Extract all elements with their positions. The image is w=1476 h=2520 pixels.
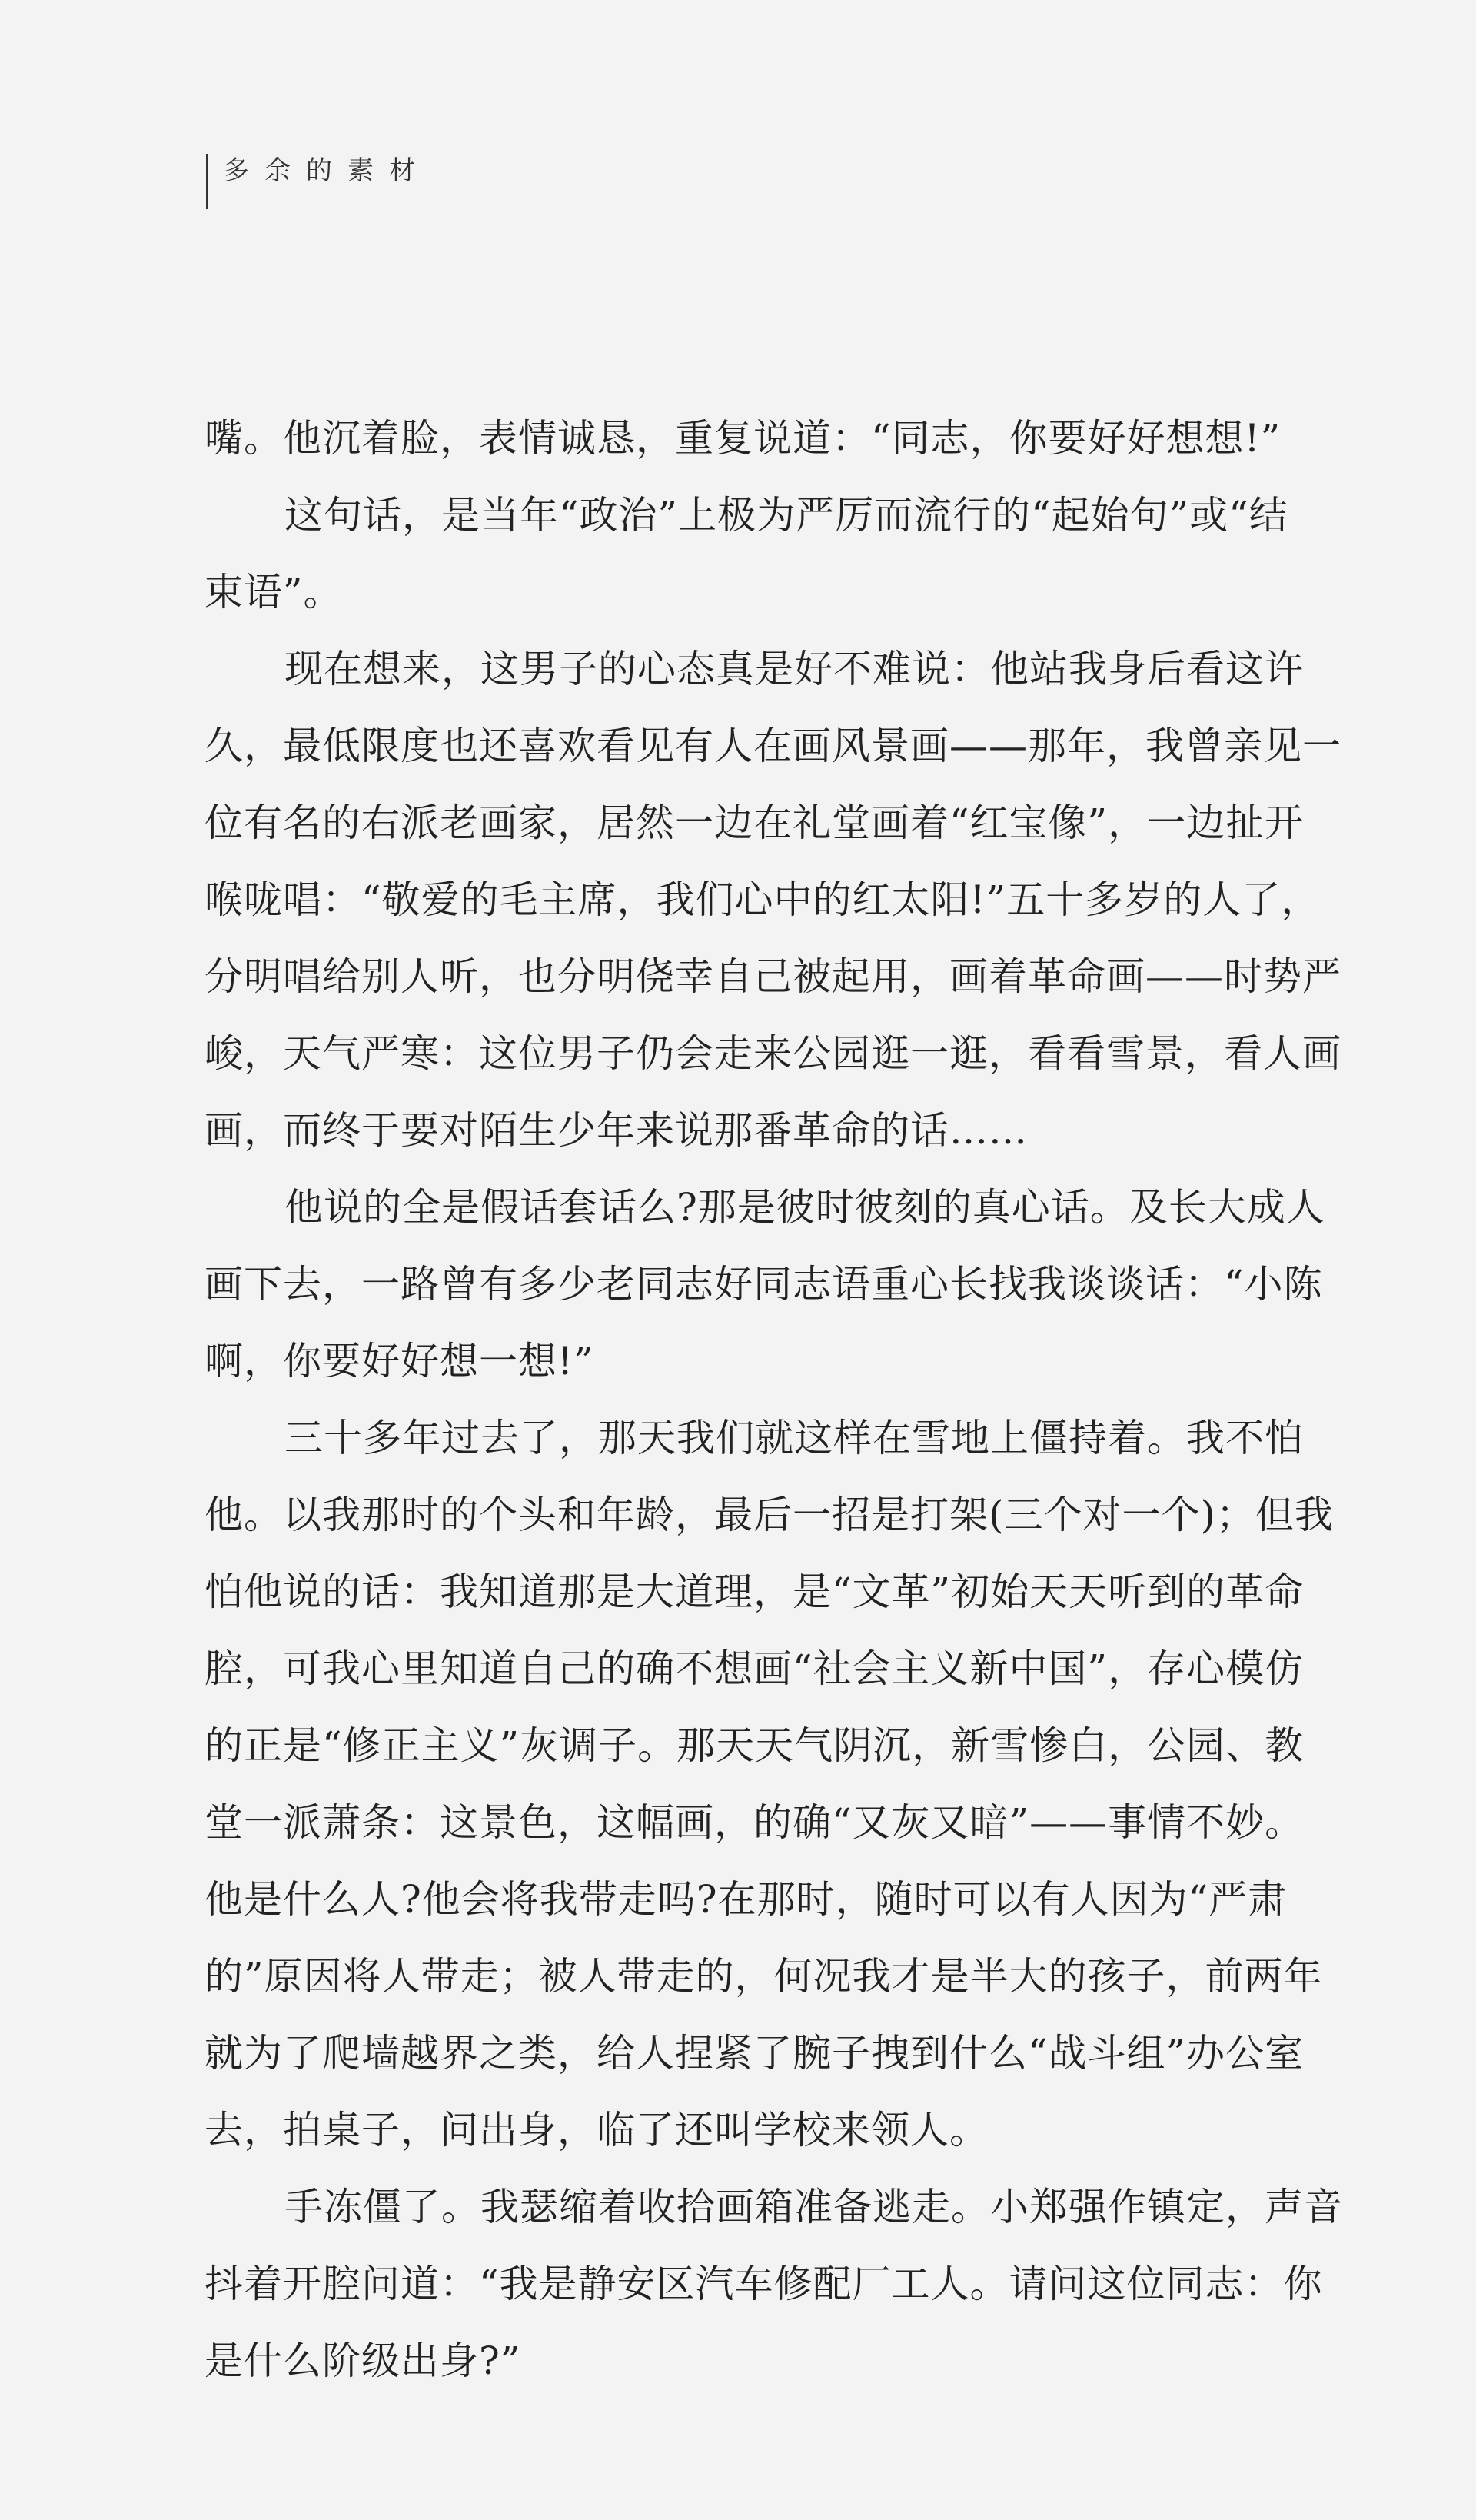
body-text bbox=[204, 400, 1373, 2399]
text-line: 喉咙唱：“敬爱的毛主席，我们心中的红太阳!”五十多岁的人了， bbox=[204, 877, 1321, 922]
text-line: 的”原因将人带走；被人带走的，何况我才是半大的孩子，前两年 bbox=[204, 1954, 1323, 1999]
text-line: 是什么阶级出身?” bbox=[204, 2339, 521, 2383]
text-line: 嘴。他沉着脸，表情诚恳，重复说道：“同志，你要好好想想!” bbox=[204, 416, 1282, 461]
text-line: 他说的全是假话套话么?那是彼时彼刻的真心话。及长大成人 bbox=[284, 1185, 1325, 1230]
text-line: 三十多年过去了，那天我们就这样在雪地上僵持着。我不怕 bbox=[284, 1416, 1304, 1460]
text-line: 啊，你要好好想一想!” bbox=[204, 1339, 594, 1383]
text-line: 画，而终于要对陌生少年来说那番革命的话…… bbox=[204, 1108, 1028, 1153]
text-line: 位有名的右派老画家，居然一边在礼堂画着“红宝像”，一边扯开 bbox=[204, 801, 1305, 845]
text-line: 他。以我那时的个头和年龄，最后一招是打架(三个对一个)；但我 bbox=[204, 1493, 1335, 1537]
header-divider bbox=[206, 154, 208, 209]
text-line: 的正是“修正主义”灰调子。那天天气阴沉，新雪惨白，公园、教 bbox=[204, 1723, 1305, 1768]
text-line: 现在想来，这男子的心态真是好不难说：他站我身后看这许 bbox=[284, 647, 1304, 691]
running-head: 多余的素材 bbox=[223, 155, 430, 186]
text-line: 腔，可我心里知道自己的确不想画“社会主义新中国”，存心模仿 bbox=[204, 1646, 1305, 1691]
text-line: 分明唱给别人听，也分明侥幸自己被起用，画着革命画——时势严 bbox=[204, 954, 1341, 999]
text-line: 手冻僵了。我瑟缩着收拾画箱准备逃走。小郑强作镇定，声音 bbox=[284, 2185, 1343, 2229]
text-line: 久，最低限度也还喜欢看见有人在画风景画——那年，我曾亲见一 bbox=[204, 724, 1341, 768]
text-line: 堂一派萧条：这景色，这幅画，的确“又灰又暗”——事情不妙。 bbox=[204, 1800, 1305, 1845]
text-line: 画下去，一路曾有多少老同志好同志语重心长找我谈谈话：“小陈 bbox=[204, 1262, 1323, 1307]
text-line: 抖着开腔问道：“我是静安区汽车修配厂工人。请问这位同志：你 bbox=[204, 2262, 1323, 2306]
text-line: 束语”。 bbox=[204, 570, 343, 614]
text-line: 这句话，是当年“政治”上极为严厉而流行的“起始句”或“结 bbox=[284, 493, 1288, 538]
text-line: 他是什么人?他会将我带走吗?在那时，随时可以有人因为“严肃 bbox=[204, 1877, 1288, 1922]
text-line: 怕他说的话：我知道那是大道理，是“文革”初始天天听到的革命 bbox=[204, 1570, 1305, 1614]
text-line: 去，拍桌子，问出身，临了还叫学校来领人。 bbox=[204, 2108, 989, 2152]
text-line: 峻，天气严寒：这位男子仍会走来公园逛一逛，看看雪景，看人画 bbox=[204, 1031, 1341, 1076]
text-line: 就为了爬墙越界之类，给人捏紧了腕子拽到什么“战斗组”办公室 bbox=[204, 2031, 1305, 2076]
